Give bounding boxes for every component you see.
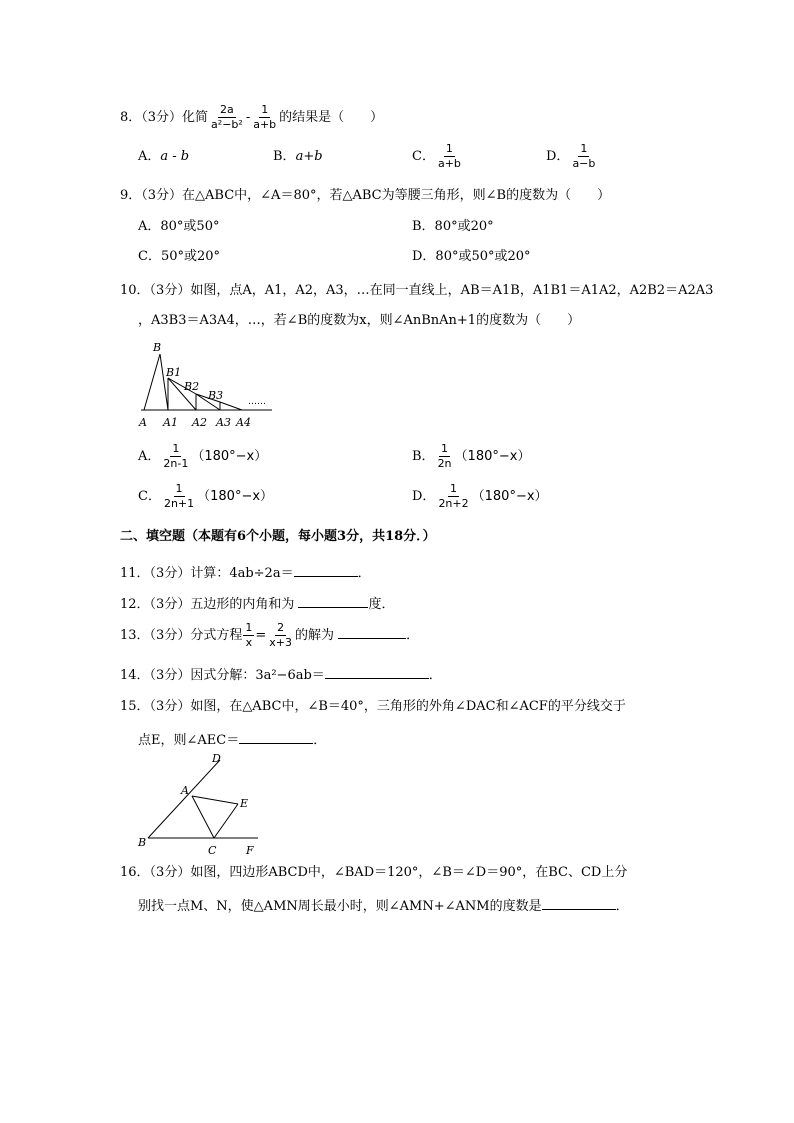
fraction: $\frac{1}{a+b}$: [253, 103, 277, 131]
q9-option-d[interactable]: D．80°或50°或20°: [412, 249, 531, 264]
q16-stem-line1: 16．（3分）如图，四边形ABCD中，∠BAD＝120°，∠B＝∠D＝90°，在BC、CD上分: [120, 865, 628, 880]
q10-figure: [136, 338, 276, 430]
label-a2: A2: [192, 416, 207, 429]
label-b: B: [138, 836, 147, 849]
label-c: C: [208, 844, 217, 857]
section-title: 二、填空题（本题有6个小题，每小题3分，共18分．）: [120, 529, 436, 544]
q9-option-c[interactable]: C．50°或20°: [138, 249, 221, 264]
q15-stem-line2: 点E，则∠AEC＝ ．: [138, 729, 326, 750]
label-a3: A3: [216, 416, 231, 429]
q9-option-b[interactable]: B．80°或20°: [412, 219, 494, 234]
q8-option-b[interactable]: B．a+b: [273, 149, 323, 164]
q11: 11．（3分）计算：4ab÷2a＝ ．: [120, 562, 371, 583]
label-d: D: [212, 752, 221, 765]
label-b2: B2: [184, 380, 200, 393]
label-dots: ……: [248, 397, 266, 407]
answer-blank[interactable]: [294, 562, 358, 577]
q10-option-d[interactable]: D． $\frac{1}{2n+2}$ （180°−x）: [412, 482, 548, 510]
answer-blank[interactable]: [325, 664, 429, 679]
q8-stem: 8．（3分）化简 $\frac{2a}{\text{a²−b²}}$ - $\frac{1}{a+b}$ 的结果是（ ）: [120, 103, 384, 131]
label-a1: A1: [163, 416, 178, 429]
label-a: A: [139, 416, 147, 429]
answer-blank[interactable]: [239, 729, 313, 744]
answer-blank[interactable]: [338, 624, 406, 639]
q9-stem: 9．（3分）在△ABC中，∠A＝80°，若△ABC为等腰三角形，则∠B的度数为（ ）: [120, 188, 611, 203]
q15-stem-line1: 15．（3分）如图，在△ABC中，∠B＝40°，三角形的外角∠DAC和∠ACF的平分线交于: [120, 699, 626, 714]
q9-option-a[interactable]: A．80°或50°: [138, 219, 220, 234]
q16-stem-line2: 别找一点M、N，使△AMN周长最小时，则∠AMN+∠ANM的度数是 ．: [138, 895, 629, 916]
q10-option-b[interactable]: B． $\frac{1}{2n}$ （180°−x）: [412, 442, 531, 470]
answer-blank[interactable]: [298, 593, 368, 608]
q8-option-d[interactable]: D． $\frac{1}{a-b}$: [546, 142, 596, 170]
label-a4: A4: [236, 416, 251, 429]
label-b3: B3: [208, 389, 224, 402]
q15-figure: [136, 750, 266, 860]
q13: 13．（3分）分式方程 $\frac{1}{x}$ = $\frac{2}{x+3}$ 的解为 ．: [120, 621, 420, 649]
q10-stem-line1: 10．（3分）如图，点A，A1，A2，A3，…在同一直线上，AB＝A1B，A1B1＝A1A2，A2B2＝A2A3: [120, 283, 714, 298]
q10-option-a[interactable]: A． $\frac{1}{2n-1}$ （180°−x）: [138, 442, 268, 470]
q14: 14．（3分）因式分解：3a²−6ab＝ ．: [120, 664, 442, 685]
q10-stem-line2: ，A3B3＝A3A4，…，若∠B的度数为x，则∠AnBnAn+1的度数为（ ）: [138, 313, 581, 328]
q12: 12．（3分）五边形的内角和为 度．: [120, 593, 394, 614]
label-e: E: [240, 797, 249, 810]
q10-option-c[interactable]: C． $\frac{1}{2n+1}$ （180°−x）: [138, 482, 274, 510]
label-f: F: [246, 844, 254, 857]
label-b1: B1: [166, 366, 182, 379]
q8-option-c[interactable]: C． $\frac{1}{a+b}$: [412, 142, 461, 170]
label-b: B: [153, 341, 162, 354]
q8-option-a[interactable]: A．a - b: [138, 149, 190, 164]
label-a: A: [181, 784, 189, 797]
fraction: $\frac{2a}{\text{a²−b²}}$: [211, 103, 243, 131]
answer-blank[interactable]: [542, 895, 616, 910]
